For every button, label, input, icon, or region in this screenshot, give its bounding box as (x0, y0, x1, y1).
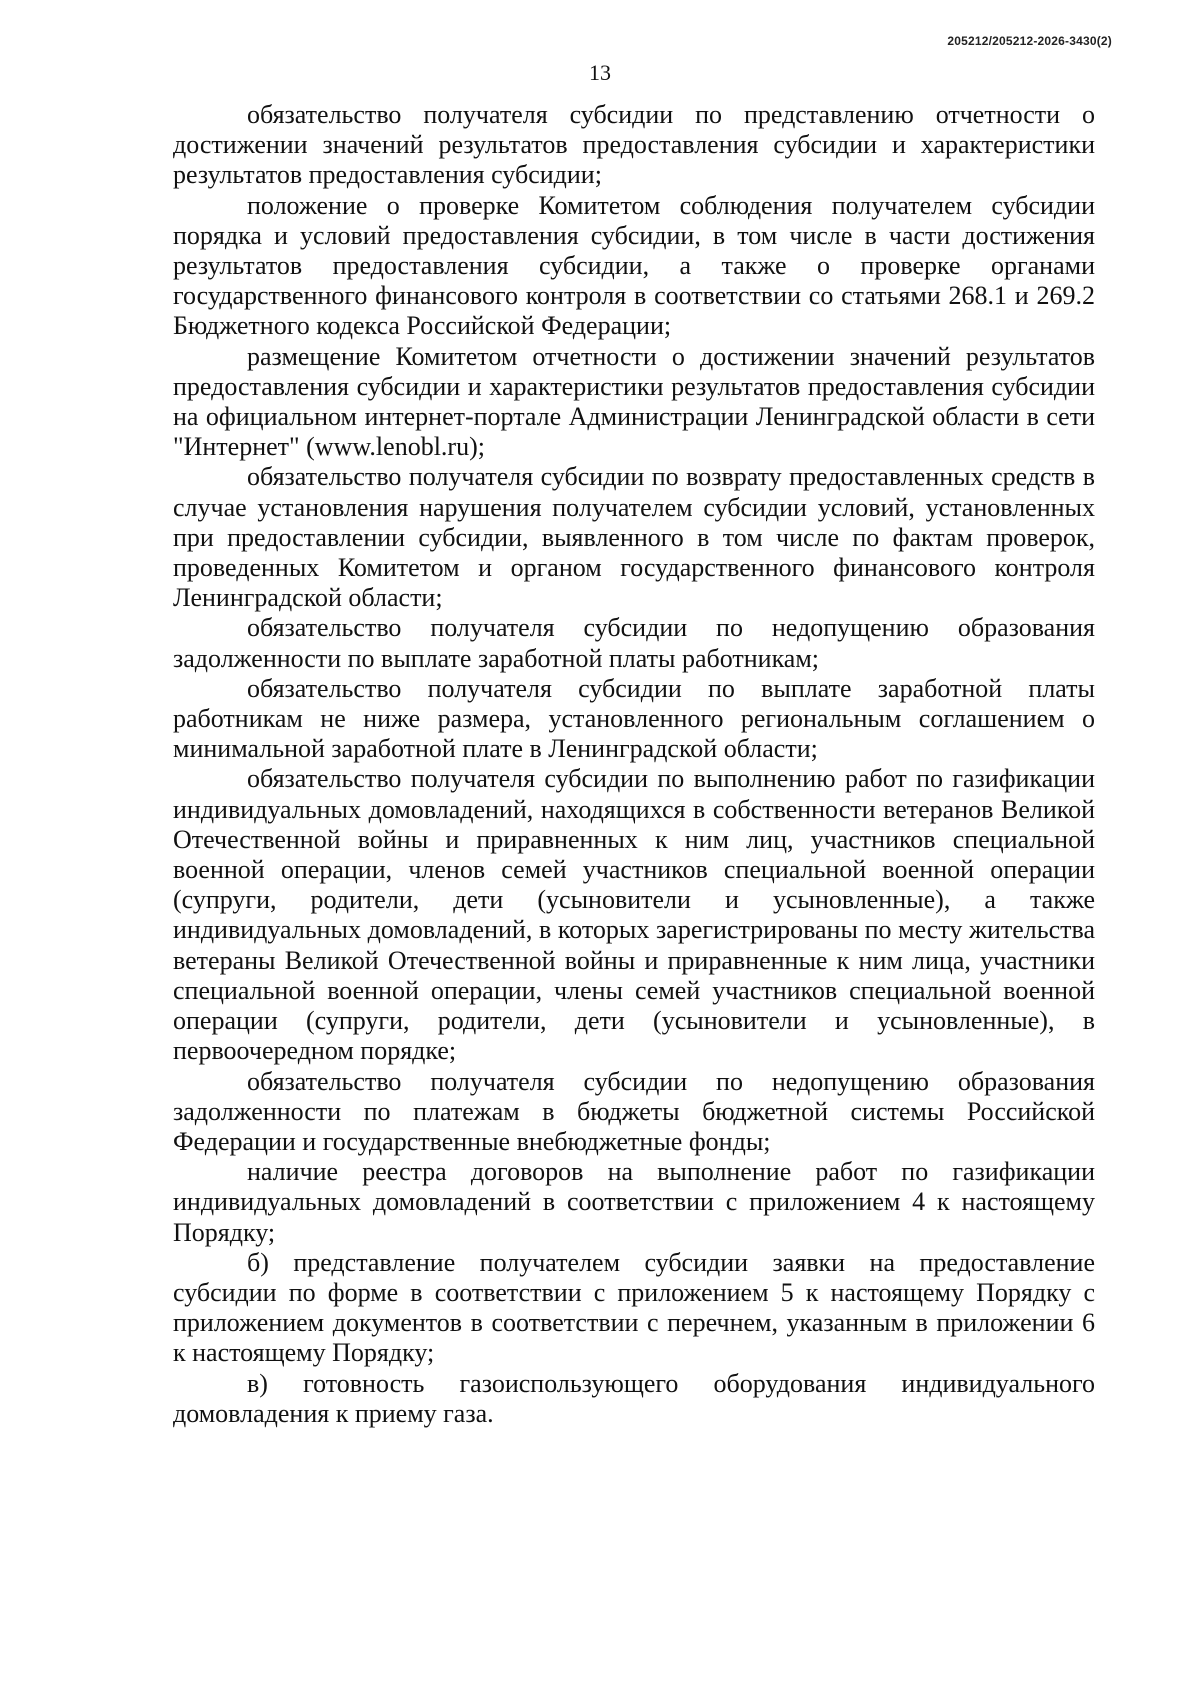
paragraph-equipment-readiness: в) готовность газоиспользующего оборудования индивидуального домовладения к приему газа. (173, 1368, 1095, 1428)
paragraph-reporting-obligation: обязательство получателя субсидии по представлению отчетности о достижении значений результатов предоставления субсидии и характеристики результатов предоставления субсидии; (173, 100, 1095, 190)
paragraph-refund-obligation: обязательство получателя субсидии по возврату предоставленных средств в случае установления нарушения получателем субсидии условий, установленных при предоставлении субсидии, выявленного в том числе по фактам проверок, проведенных Комитетом и органом государственного финансового контроля Ленинградской области; (173, 462, 1095, 613)
document-body (173, 100, 1095, 1429)
paragraph-budget-debt-obligation: обязательство получателя субсидии по недопущению образования задолженности по платежам в бюджеты бюджетной системы Российской Федерации и государственные внебюджетные фонды; (173, 1066, 1095, 1156)
paragraph-priority-gasification: обязательство получателя субсидии по выполнению работ по газификации индивидуальных домовладений, находящихся в собственности ветеранов Великой Отечественной войны и приравненных к ним лиц, участников специальной военной операции, членов семей участников специальной военной операции (супруги, родители, дети (усыновители и усыновленные), а также индивидуальных домовладений, в которых зарегистрированы по месту жительства ветераны Великой Отечественной войны и приравненные к ним лица, участники специальной военной операции, члены семей участников специальной военной операции (супруги, родители, дети (усыновители и усыновленные), в первоочередном порядке; (173, 764, 1095, 1066)
page-number: 13 (589, 60, 611, 85)
paragraph-minimum-wage-obligation: обязательство получателя субсидии по выплате заработной платы работникам не ниже размера, установленного региональным соглашением о минимальной заработной плате в Ленинградской области; (173, 673, 1095, 764)
paragraph-report-publication: размещение Комитетом отчетности о достижении значений результатов предоставления субсидии и характеристики результатов предоставления субсидии на официальном интернет-портале Администрации Ленинградской области в сети "Интернет" (www.lenobl.ru); (173, 341, 1095, 462)
paragraph-wage-debt-obligation: обязательство получателя субсидии по недопущению образования задолженности по выплате заработной платы работникам; (173, 613, 1095, 673)
paragraph-contract-register: наличие реестра договоров на выполнение работ по газификации индивидуальных домовладений в соответствии с приложением 4 к настоящему Порядку; (173, 1157, 1095, 1247)
paragraph-application-submission: б) представление получателем субсидии заявки на предоставление субсидии по форме в соответствии с приложением 5 к настоящему Порядку с приложением документов в соответствии с перечнем, указанным в приложении 6 к настоящему Порядку; (173, 1247, 1095, 1368)
document-id: 205212/205212-2026-3430(2) (947, 34, 1112, 48)
paragraph-compliance-check: положение о проверке Комитетом соблюдения получателем субсидии порядка и условий предоставления субсидии, в том числе в части достижения результатов предоставления субсидии, а также о проверке органами государственного финансового контроля в соответствии со статьями 268.1 и 269.2 Бюджетного кодекса Российской Федерации; (173, 190, 1095, 341)
